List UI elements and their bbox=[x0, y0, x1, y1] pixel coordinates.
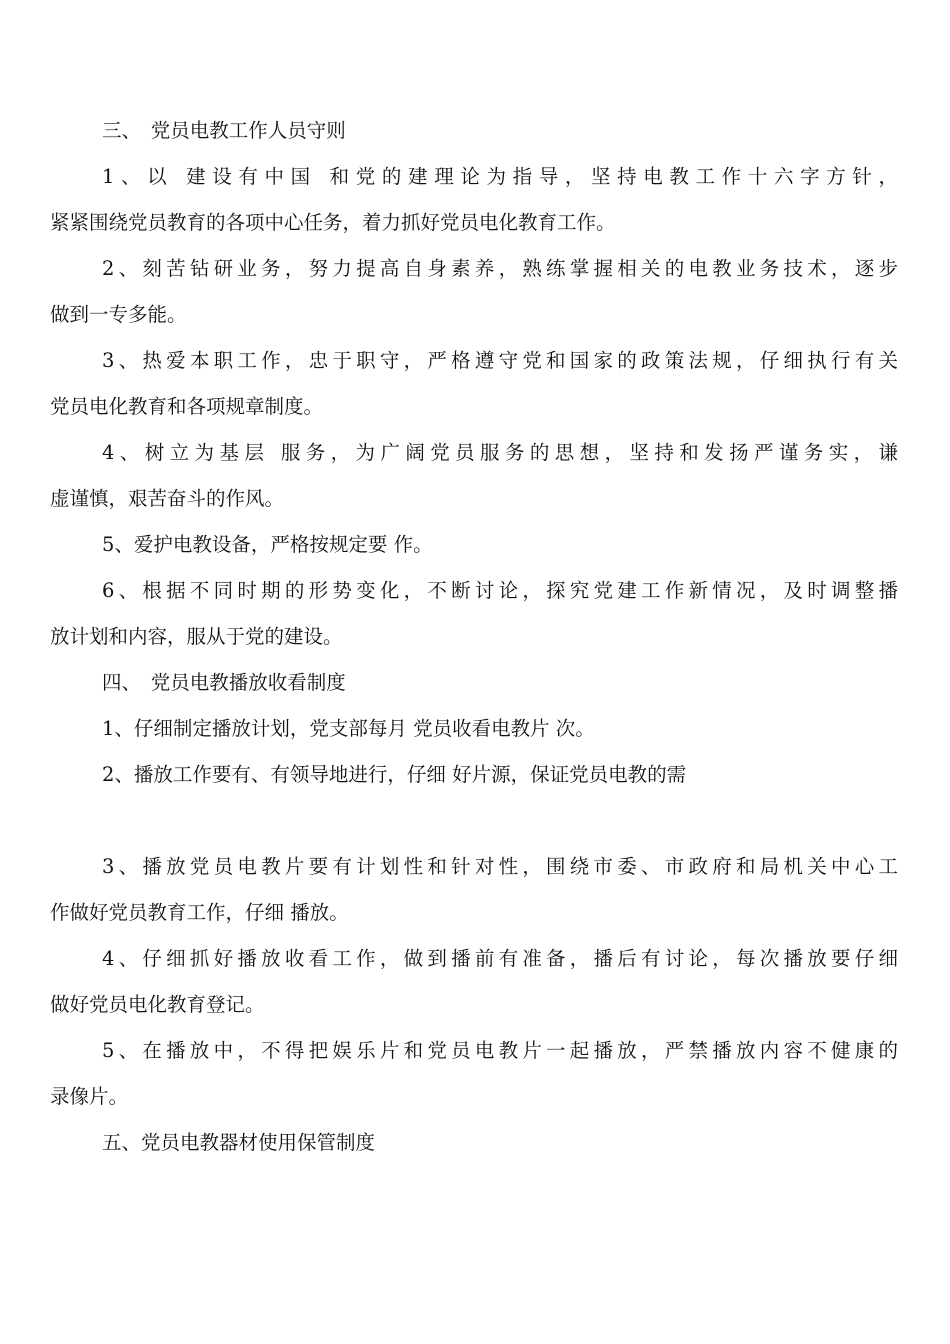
paragraph-line: 做好党员电化教育登记。 bbox=[50, 993, 265, 1016]
section-heading-5: 五、党员电教器材使用保管制度 bbox=[102, 1131, 376, 1154]
paragraph-line: 5、爱护电教设备，严格按规定要 作。 bbox=[102, 533, 433, 556]
paragraph-line: 紧紧围绕党员教育的各项中心任务，着力抓好党员电化教育工作。 bbox=[50, 211, 616, 234]
paragraph-line: 虚谨慎，艰苦奋斗的作风。 bbox=[50, 487, 285, 510]
paragraph-line: 做到一专多能。 bbox=[50, 303, 187, 326]
paragraph-line: 放计划和内容，服从于党的建设。 bbox=[50, 625, 343, 648]
paragraph-line: 录像片。 bbox=[50, 1085, 129, 1108]
paragraph-line: 党员电化教育和各项规章制度。 bbox=[50, 395, 324, 418]
section-heading-4: 四、 党员电教播放收看制度 bbox=[102, 671, 346, 694]
paragraph-line: 4、树立为基层 服务，为广阔党员服务的思想，坚持和发扬严谨务实，谦 bbox=[102, 441, 898, 464]
paragraph-line: 6、根据不同时期的形势变化，不断讨论，探究党建工作新情况，及时调整播 bbox=[102, 579, 898, 602]
paragraph-line: 1、仔细制定播放计划，党支部每月 党员收看电教片 次。 bbox=[102, 717, 595, 740]
blank-spacer bbox=[50, 798, 898, 844]
paragraph-line: 2、播放工作要有、有领导地进行，仔细 好片源，保证党员电教的需 bbox=[102, 763, 687, 786]
paragraph-line: 1、以 建设有中国 和党的建理论为指导，坚持电教工作十六字方针， bbox=[102, 165, 898, 188]
paragraph-line: 2、刻苦钻研业务，努力提高自身素养，熟练掌握相关的电教业务技术，逐步 bbox=[102, 257, 898, 280]
paragraph-line: 4、仔细抓好播放收看工作，做到播前有准备，播后有讨论，每次播放要仔细 bbox=[102, 947, 898, 970]
document-body bbox=[50, 108, 898, 1166]
paragraph-line: 3、播放党员电教片要有计划性和针对性，围绕市委、市政府和局机关中心工 bbox=[102, 855, 898, 878]
paragraph-line: 5、在播放中，不得把娱乐片和党员电教片一起播放，严禁播放内容不健康的 bbox=[102, 1039, 898, 1062]
paragraph-line: 3、热爱本职工作，忠于职守，严格遵守党和国家的政策法规，仔细执行有关 bbox=[102, 349, 898, 372]
paragraph-line: 作做好党员教育工作，仔细 播放。 bbox=[50, 901, 349, 924]
section-heading-3: 三、 党员电教工作人员守则 bbox=[102, 119, 346, 142]
